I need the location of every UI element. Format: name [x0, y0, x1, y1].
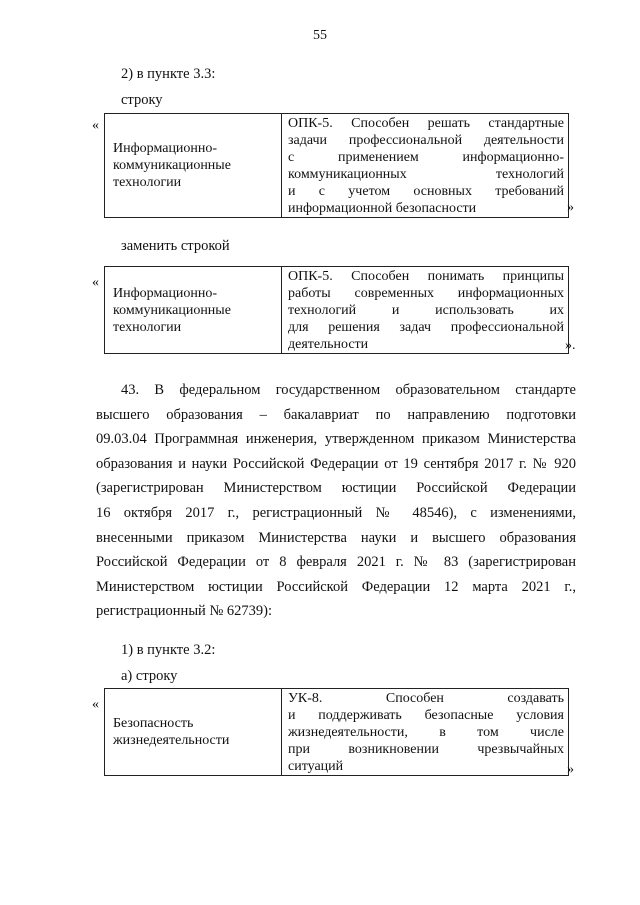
item-a-text: а) строку	[121, 668, 178, 684]
paragraph-line: внесенными приказом Министерства науки и высшего образования	[96, 529, 576, 546]
paragraph-43	[96, 378, 576, 624]
table3-discipline: Безопасность жизнедеятельности	[105, 689, 282, 776]
table3-line: жизнедеятельности, в том числе	[288, 725, 564, 740]
table2-competency	[282, 267, 569, 354]
table1-line: задачи профессиональной деятельности	[288, 133, 564, 148]
table3-competency	[282, 689, 569, 776]
replace-with-text: заменить строкой	[121, 238, 230, 254]
paragraph-line: Министерством юстиции Российской Федерации 12 марта 2021 г.,	[96, 578, 576, 595]
close-quote: »	[567, 200, 574, 215]
close-quote-dot: ».	[565, 338, 576, 353]
table1-line: с применением информационно-	[288, 150, 564, 165]
paragraph-line: 16 октября 2017 г., регистрационный № 48546), с изменениями,	[96, 504, 576, 521]
item-3-2-heading: 1) в пункте 3.2:	[121, 642, 216, 658]
table3-line: при возникновении чрезвычайных	[288, 742, 564, 757]
open-quote: «	[92, 275, 99, 290]
table1-discipline: Информационно-коммуникационные технологии	[105, 114, 282, 218]
table1-line: информационной безопасности	[288, 201, 477, 216]
table2-line: деятельности	[288, 337, 369, 352]
table2-line: для решения задач профессиональной	[288, 320, 564, 335]
item-3-3-heading: 2) в пункте 3.3:	[121, 66, 216, 82]
table2-line: ОПК-5. Способен понимать принципы	[288, 269, 564, 284]
competency-table-2	[104, 266, 569, 354]
table2-line: работы современных информационных	[288, 286, 564, 301]
paragraph-line: 09.03.04 Программная инженерия, утвержденном приказом Министерства	[96, 431, 576, 448]
table1-competency	[282, 114, 569, 218]
table2-discipline: Информационно-коммуникационные технологии	[105, 267, 282, 354]
row-word: строку	[121, 92, 163, 108]
paragraph-line: высшего образования – бакалавриат по направлению подготовки	[96, 406, 576, 423]
competency-table-1	[104, 113, 569, 218]
paragraph-line: 43. В федеральном государственном образовательном стандарте	[121, 382, 576, 398]
table3-line: ситуаций	[288, 759, 344, 774]
table3-line: УК-8. Способен создавать	[288, 691, 564, 706]
open-quote: «	[92, 118, 99, 133]
table1-line: коммуникационных технологий	[288, 167, 564, 182]
paragraph-line: Российской Федерации от 8 февраля 2021 г. № 83 (зарегистрирован	[96, 554, 576, 571]
close-quote: »	[567, 762, 574, 777]
table1-line: ОПК-5. Способен решать стандартные	[288, 116, 564, 131]
table1-line: и с учетом основных требований	[288, 184, 564, 199]
competency-table-3	[104, 688, 569, 776]
open-quote: «	[92, 697, 99, 712]
page-number: 55	[313, 28, 327, 43]
table3-line: и поддерживать безопасные условия	[288, 708, 564, 723]
paragraph-line: образования и науки Российской Федерации от 19 сентября 2017 г. № 920	[96, 455, 576, 472]
paragraph-line: (зарегистрирован Министерством юстиции Российской Федерации	[96, 480, 576, 497]
paragraph-line: регистрационный № 62739):	[96, 603, 273, 620]
table2-line: технологий и использовать их	[288, 303, 564, 318]
